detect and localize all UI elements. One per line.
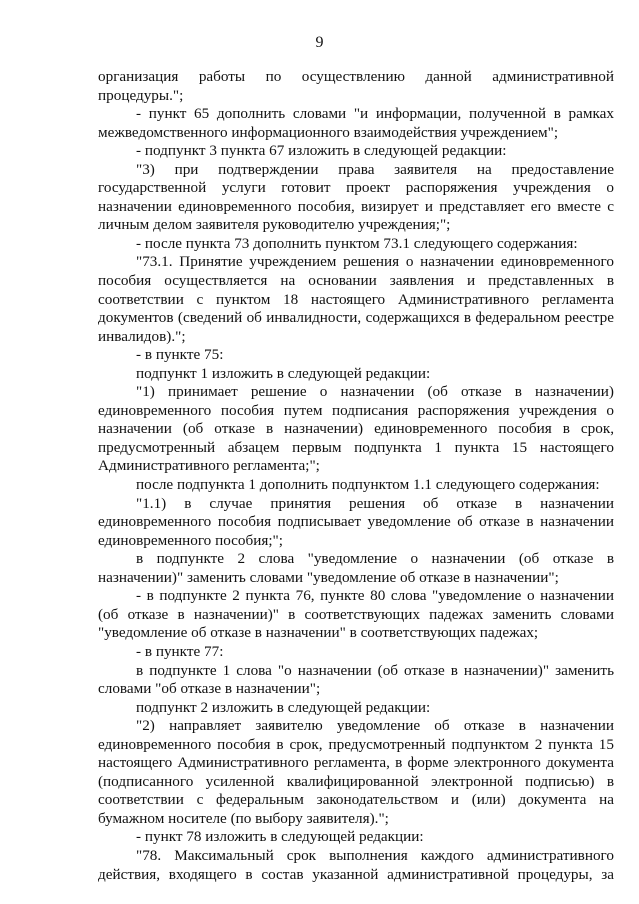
text-line: "1) принимает решение о назначении (об отказе в назначении) (136, 383, 614, 401)
text-line: "уведомление об отказе в назначении" в соответствующих падежах; (98, 624, 539, 642)
text-line: пособия осуществляется на основании заявления и представленных в (98, 272, 614, 290)
text-line: единовременного пособия путем подписания распоряжения учреждения о (98, 401, 614, 419)
text-line: - в пункте 75: (136, 346, 224, 364)
text-line: после подпункта 1 дополнить подпунктом 1.1 следующего содержания: (136, 476, 600, 494)
text-line: назначении (об отказе в назначении) единовременного пособия в срок, (98, 420, 614, 438)
text-line: - после пункта 73 дополнить пунктом 73.1 следующего содержания: (136, 234, 578, 252)
text-line: единовременного пособия в срок, предусмотренный подпунктом 2 пункта 15 (98, 735, 614, 753)
text-line: (об отказе в назначении)" в соответствующих падежах заменить словами (98, 605, 614, 623)
text-line: единовременного пособия;"; (98, 531, 283, 549)
text-line: соответствии с пунктом 18 настоящего Административного регламента (98, 290, 614, 308)
text-line: организация работы по осуществлению данной административной (98, 68, 614, 85)
text-line: "78. Максимальный срок выполнения каждого административного (136, 846, 614, 864)
text-line: личным делом заявителя руководителю учреждения;"; (98, 216, 451, 234)
text-line: документов (сведений об инвалидности, содержащихся в федеральном реестре (98, 309, 614, 327)
text-line: предусмотренный абзацем первым подпункта 1 пункта 15 настоящего (98, 438, 614, 456)
text-line: Административного регламента;"; (98, 457, 320, 475)
text-line: - в подпункте 2 пункта 76, пункте 80 слова "уведомление о назначении (136, 587, 614, 605)
text-line: процедуры."; (98, 86, 184, 104)
text-line: - пункт 78 изложить в следующей редакции: (136, 828, 424, 846)
text-line: подпункт 2 изложить в следующей редакции: (136, 698, 431, 716)
text-line: настоящего Административного регламента, в форме электронного документа (98, 754, 614, 772)
text-line: - в пункте 77: (136, 642, 224, 660)
text-line: "2) направляет заявителю уведомление об отказе в назначении (136, 717, 614, 735)
text-line: назначении единовременного пособия, визирует и представляет его вместе с (98, 197, 614, 215)
document-body (98, 68, 614, 884)
text-line: межведомственного информационного взаимодействия учреждением"; (98, 123, 559, 141)
text-line: в подпункте 1 слова "о назначении (об отказе в назначении)" заменить (136, 661, 614, 679)
text-line: инвалидов)."; (98, 327, 186, 345)
text-line: назначении)" заменить словами "уведомление об отказе в назначении"; (98, 568, 559, 586)
text-line: - пункт 65 дополнить словами "и информации, полученной в рамках (136, 105, 614, 123)
text-line: "1.1) в случае принятия решения об отказе в назначении (136, 494, 614, 512)
text-line: соответствии с федеральным законодательством и (или) документа на (98, 791, 614, 809)
text-line: словами "об отказе в назначении"; (98, 680, 321, 698)
page-number: 9 (315, 34, 324, 51)
text-line: единовременного пособия подписывает уведомление об отказе в назначении (98, 513, 614, 531)
text-line: бумажном носителе (по выбору заявителя)."; (98, 809, 389, 827)
text-line: "73.1. Принятие учреждением решения о назначении единовременного (136, 253, 614, 271)
text-line: "3) при подтверждении права заявителя на предоставление (136, 160, 614, 178)
text-line: - подпункт 3 пункта 67 изложить в следующей редакции: (136, 142, 507, 160)
text-line: (подписанного усиленной квалифицированной электронной подписью) в (98, 772, 614, 790)
text-line: подпункт 1 изложить в следующей редакции: (136, 364, 431, 382)
text-line: в подпункте 2 слова "уведомление о назначении (об отказе в (136, 550, 614, 568)
text-line: действия, входящего в состав указанной административной процедуры, за (98, 865, 614, 883)
text-line: государственной услуги готовит проект распоряжения учреждения о (98, 179, 614, 197)
